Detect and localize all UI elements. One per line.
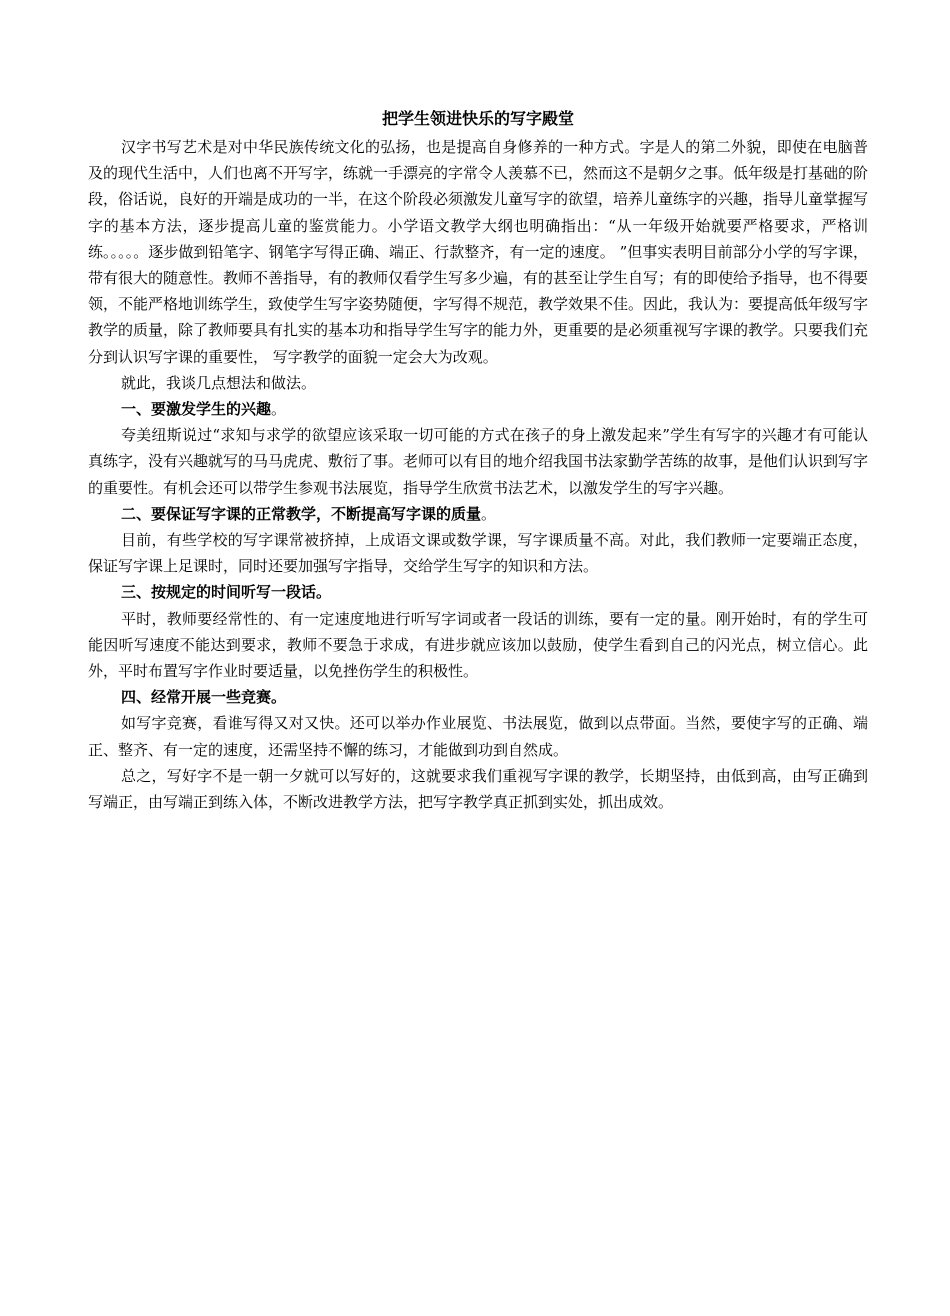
section-heading-3-text: 三、按规定的时间听写一段话。: [121, 583, 332, 602]
section-heading-2: [88, 501, 868, 527]
conclusion-paragraph: 总之，写好字不是一朝一夕就可以写好的，这就要求我们重视写字课的教学，长期坚持，由低到高，由写正确到写端正，由写端正到练入体，不断改进教学方法，把写字教学真正抓到实处，抓出成效。: [88, 766, 868, 812]
section-body-3: 平时，教师要经常性的、有一定速度地进行听写字词或者一段话的训练，要有一定的量。刚开始时，有的学生可能因听写速度不能达到要求，教师不要急于求成，有进步就应该加以鼓励，使学生看到自己的闪光点，树立信心。此外，平时布置写字作业时要适量，以免挫伤学生的积极性。: [88, 609, 868, 681]
section-body-4: 如写字竞赛，看谁写得又对又快。还可以举办作业展览、书法展览，做到以点带面。当然，要使字写的正确、端正、整齐、有一定的速度，还需坚持不懈的练习，才能做到功到自然成。: [88, 714, 868, 759]
section-heading-4-text: 四、经常开展一些竞赛。: [121, 688, 287, 707]
transition-paragraph: 就此，我谈几点想法和做法。: [121, 373, 317, 392]
section-body-1: 夸美纽斯说过“求知与求学的欲望应该采取一切可能的方式在孩子的身上激发起来”学生有写字的兴趣才有可能认真练字，没有兴趣就写的马马虎虎、敷衍了事。老师可以有目的地介绍我国书法家勤学苦练的故事，是他们认识到写字的重要性。有机会还可以带学生参观书法展览，指导学生欣赏书法艺术，以激发学生的写字兴趣。: [88, 426, 869, 497]
section-heading-4: [88, 684, 868, 710]
intro-paragraph: 汉字书写艺术是对中华民族传统文化的弘扬，也是提高自身修养的一种方式。字是人的第二外貌，即使在电脑普及的现代生活中，人们也离不开写字，练就一手漂亮的字常令人羡慕不已，然而这不是朝夕之事。低年级是打基础的阶段，俗话说，良好的开端是成功的一半，在这个阶段必须激发儿童写字的欲望，培养儿童练字的兴趣，指导儿童掌握写字的基本方法，逐步提高儿童的鉴赏能力。小学语文教学大纲也明确指出：“从一年级开始就要严格要求，严格训练。。。。。逐步做到铅笔字、钢笔字写得正确、端正、行款整齐，有一定的速度。 ”但事实表明目前部分小学的写字课，带有很大的随意性。教师不善指导，有的教师仅看学生写多少遍，有的甚至让学生自写；有的即使给予指导，也不得要领，不能严格地训练学生，致使学生写字姿势随便，字写得不规范，教学效果不佳。因此，我认为：要提高低年级写字教学的质量，除了教师要具有扎实的基本功和指导学生写字的能力外，更重要的是必须重视写字课的教学。只要我们充分到认识写字课的重要性， 写字教学的面貌一定会大为改观。: [88, 138, 869, 366]
section-heading-2-text: 二、要保证写字课的正常教学，不断提高写字课的质量: [121, 504, 482, 523]
section-heading-2-tail: 。: [481, 504, 497, 523]
section-heading-3: [88, 579, 868, 605]
section-heading-1: [88, 396, 868, 422]
section-heading-1-tail: 。: [271, 400, 287, 419]
document-title: 把学生领进快乐的写字殿堂: [381, 109, 574, 128]
section-heading-1-text: 一、要激发学生的兴趣: [121, 400, 272, 419]
section-body-2: 目前，有些学校的写字课常被挤掉，上成语文课或数学课，写字课质量不高。对此，我们教师一定要端正态度，保证写字课上足课时，同时还要加强写字指导，交给学生写字的知识和方法。: [88, 531, 868, 576]
document-page: [88, 104, 868, 815]
